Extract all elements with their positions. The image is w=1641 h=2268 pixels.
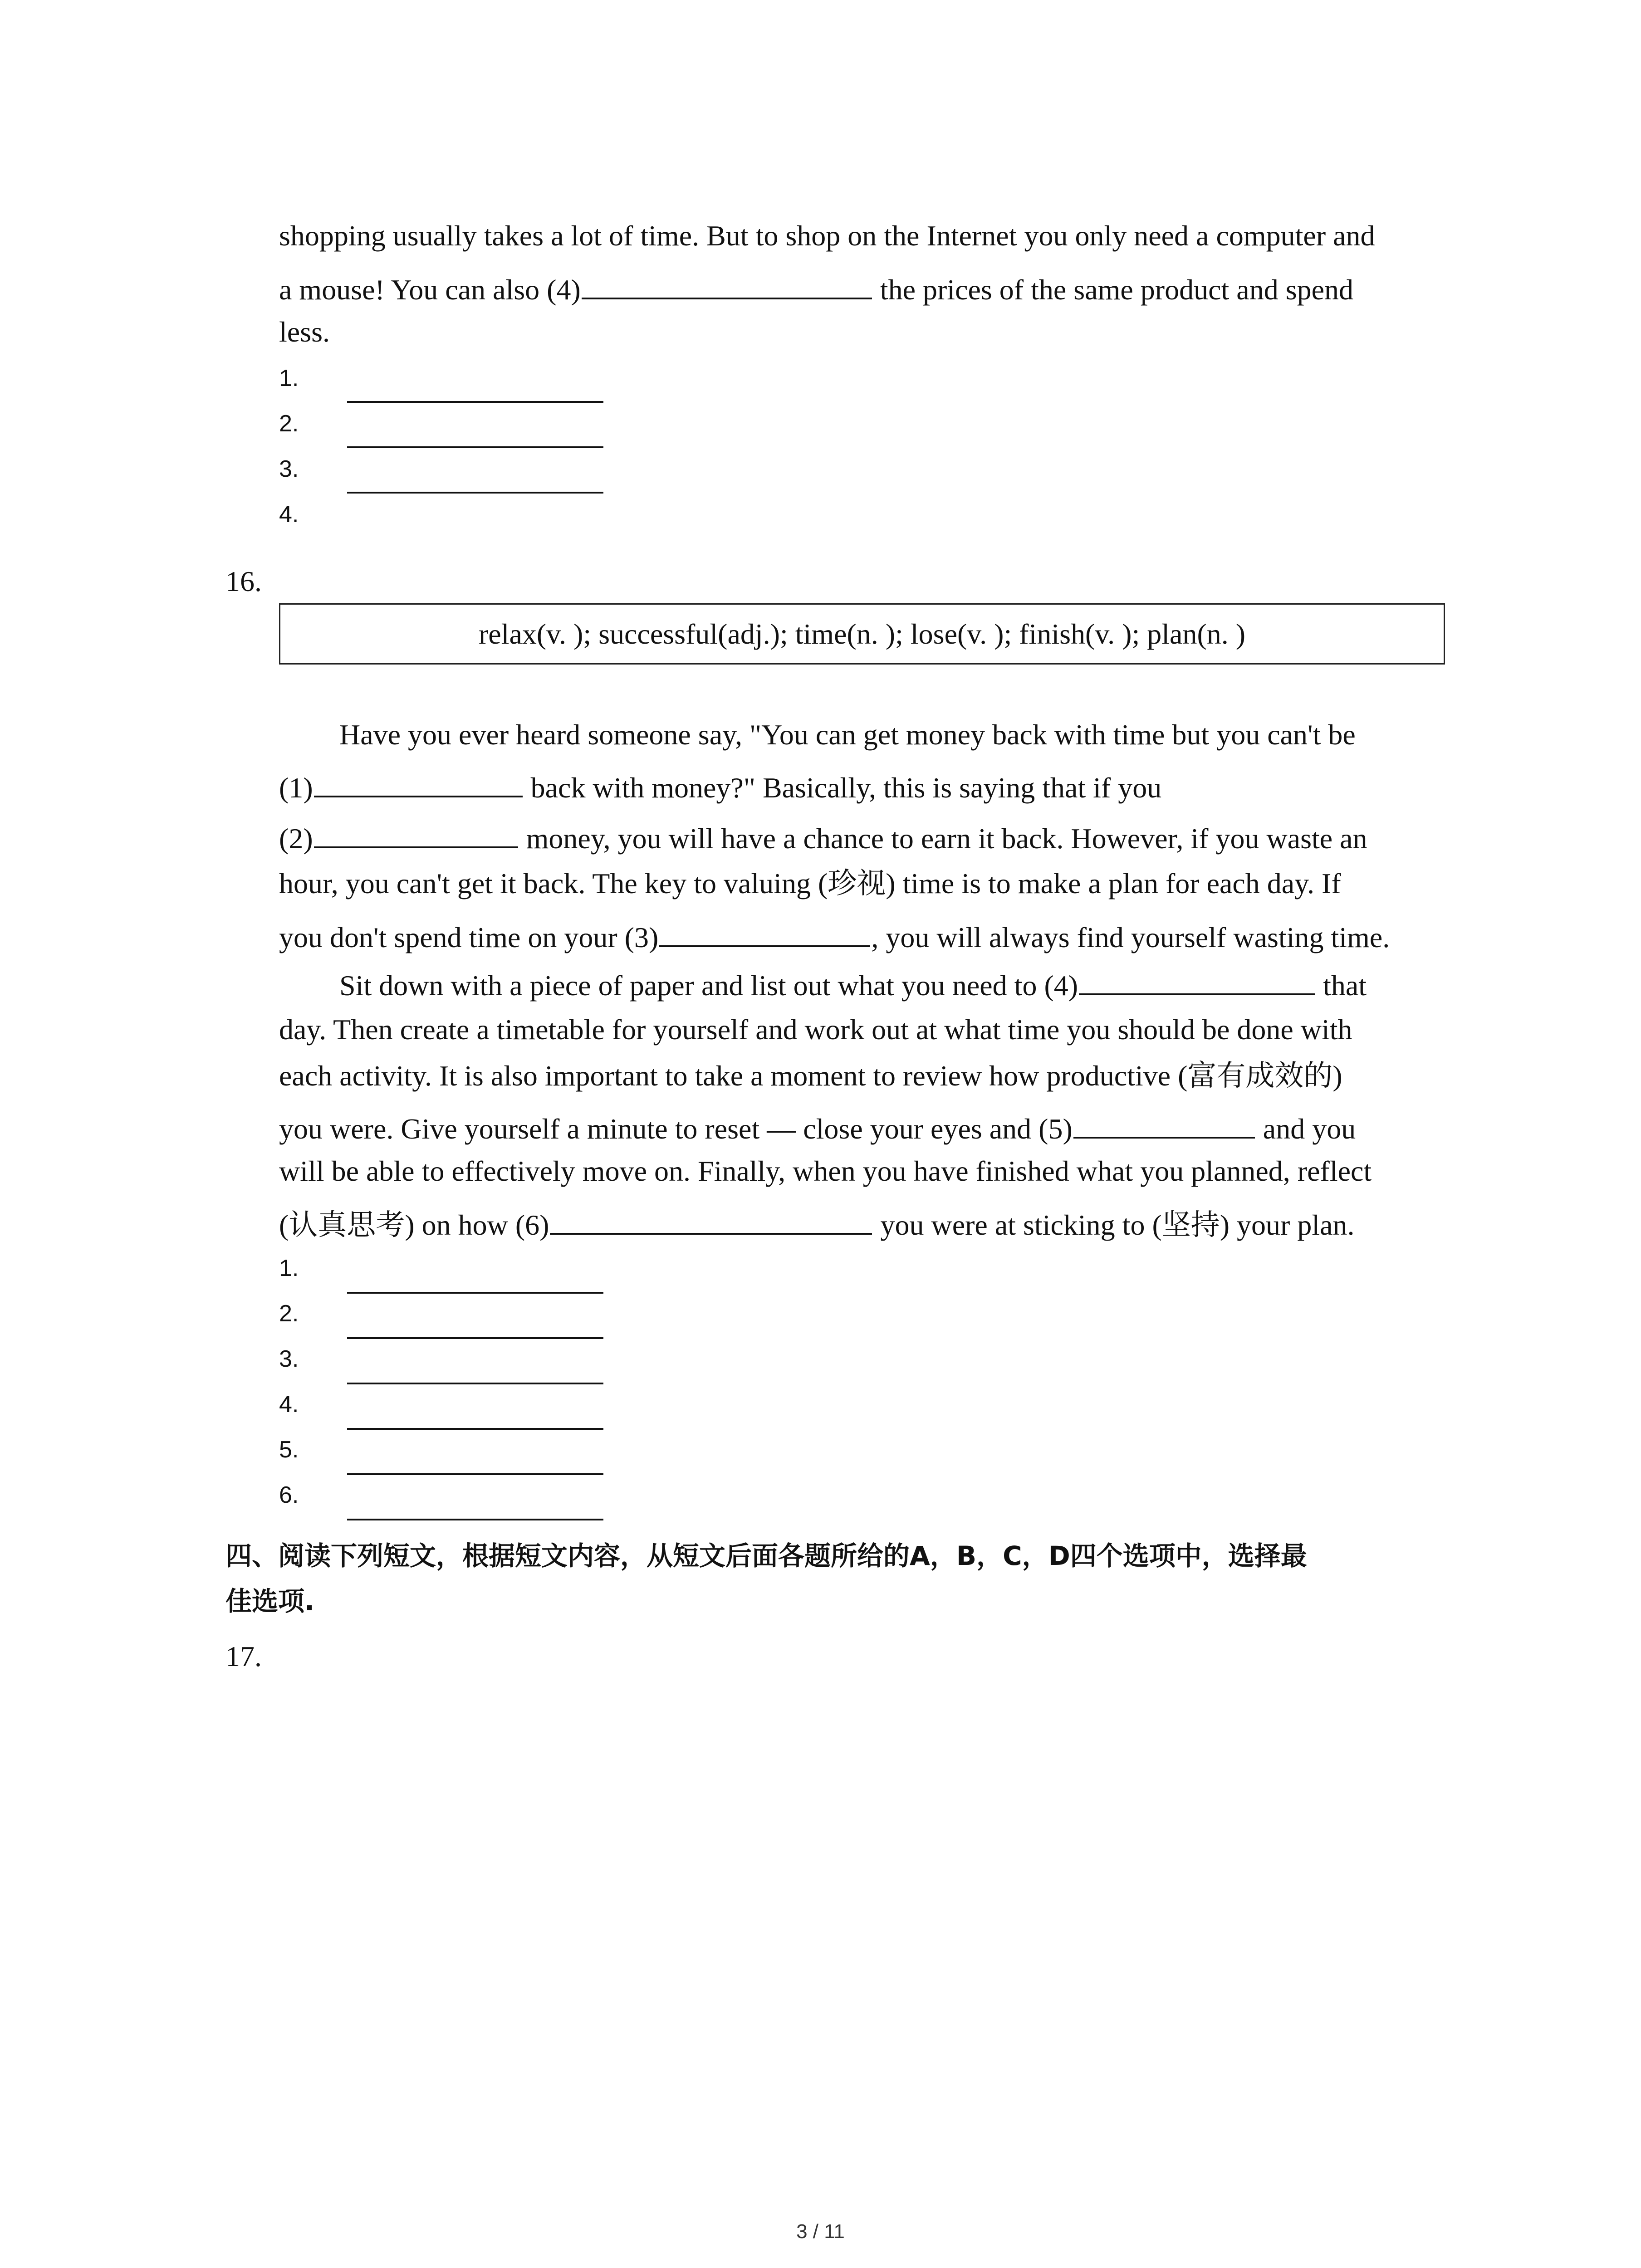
answer-blank[interactable] [347,1292,603,1294]
fill-in-blank[interactable] [314,767,523,797]
passage-line: day. Then create a timetable for yourself and work out at what time you should be done with [279,1013,1352,1046]
answer-blank[interactable] [347,446,603,448]
passage-line: each activity. It is also important to take a moment to review how productive (富有成效的) [279,1060,1342,1092]
answer-blank[interactable] [347,1519,603,1520]
section-heading: 四、阅读下列短文，根据短文内容，从短文后面各题所给的A，B，C，D四个选项中，选择最 [225,1540,1307,1571]
fill-in-blank[interactable] [659,917,870,947]
passage-line: Sit down with a piece of paper and list out what you need to (4) that [339,965,1367,1003]
answer-number: 1. [279,365,299,391]
answer-blank[interactable] [347,1473,603,1475]
fill-in-blank[interactable] [550,1205,872,1235]
passage-line: hour, you can't get it back. The key to valuing (珍视) time is to make a plan for each day. If [279,867,1341,899]
passage-line: less. [279,316,330,348]
answer-number: 1. [279,1255,299,1281]
section-heading: 佳选项. [225,1586,315,1617]
answer-number: 5. [279,1437,299,1463]
word-bank-box [279,603,1445,665]
question-number: 16. [225,565,262,597]
answer-blank[interactable] [347,1383,603,1384]
passage-line: a mouse! You can also (4) the prices of the same product and spend [279,269,1353,308]
answer-number: 4. [279,501,299,528]
passage-line: Have you ever heard someone say, "You can get money back with time but you can't be [339,719,1356,751]
answer-blank[interactable] [347,492,603,494]
word-bank-text: relax(v. ); successful(adj.); time(n. ); lose(v. ); finish(v. ); plan(n. ) [478,617,1246,650]
answer-number: 2. [279,1300,299,1327]
answer-number: 3. [279,456,299,482]
fill-in-blank[interactable] [314,818,518,848]
answer-blank[interactable] [347,1337,603,1339]
passage-line: you were. Give yourself a minute to reset — close your eyes and (5) and you [279,1109,1356,1147]
passage-line: will be able to effectively move on. Finally, when you have finished what you planned, reflect [279,1155,1372,1187]
passage-line: (认真思考) on how (6) you were at sticking to (坚持) your plan. [279,1205,1355,1243]
answer-number: 3. [279,1346,299,1372]
fill-in-blank[interactable] [1079,965,1315,995]
fill-in-blank[interactable] [1073,1109,1255,1139]
passage-line: shopping usually takes a lot of time. But to shop on the Internet you only need a computer and [279,220,1375,252]
answer-number: 4. [279,1391,299,1418]
answer-blank[interactable] [347,401,603,403]
question-number: 17. [225,1640,262,1672]
page-number: 3 / 11 [796,2220,845,2243]
answer-number: 2. [279,411,299,437]
answer-number: 6. [279,1482,299,1508]
passage-line: (1) back with money?" Basically, this is saying that if you [279,767,1161,806]
fill-in-blank[interactable] [582,269,872,299]
answer-blank[interactable] [347,1428,603,1430]
passage-line: (2) money, you will have a chance to earn it back. However, if you waste an [279,818,1367,856]
passage-line: you don't spend time on your (3) , you will always find yourself wasting time. [279,917,1390,955]
